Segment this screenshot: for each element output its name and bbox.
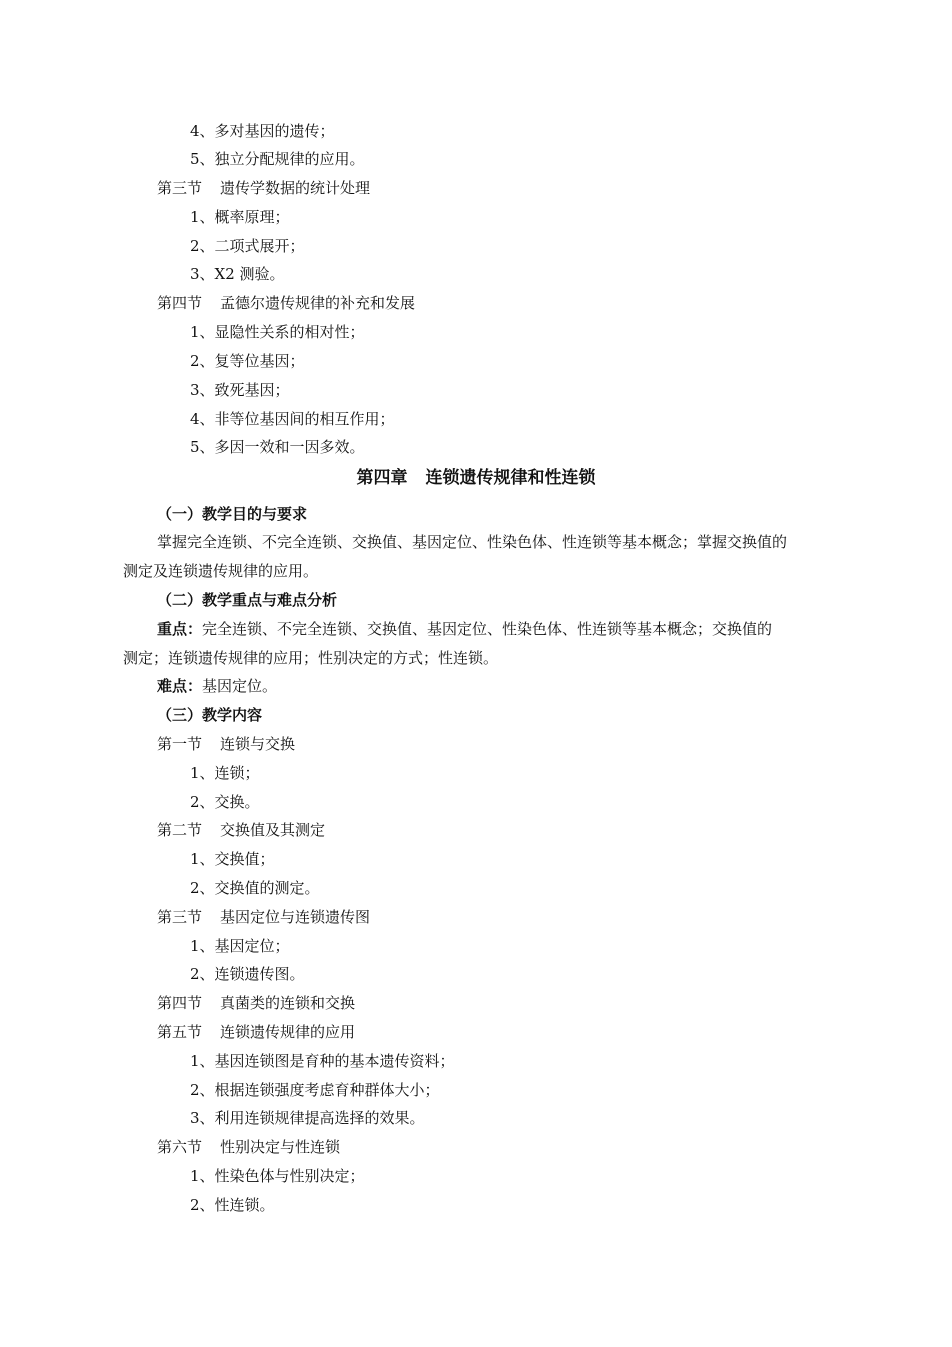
- section-heading: [157, 734, 295, 754]
- list-item: 2、连锁遗传图。: [190, 965, 305, 983]
- subheading-key-points: （二）教学重点与难点分析: [157, 591, 338, 609]
- key-text: 完全连锁、不完全连锁、交换值、基因定位、性染色体、性连锁等基本概念；交换值的: [202, 620, 773, 638]
- section-heading: [157, 993, 355, 1013]
- section-heading: [157, 1022, 355, 1042]
- list-item: 2、复等位基因；: [190, 352, 305, 370]
- section-title: 基因定位与连锁遗传图: [220, 908, 371, 926]
- chapter-title: 连锁遗传规律和性连锁: [425, 468, 596, 488]
- section-number: 第四节: [157, 994, 203, 1012]
- section-heading: [157, 293, 415, 313]
- section-title: 遗传学数据的统计处理: [220, 179, 371, 197]
- section-heading: [157, 178, 370, 198]
- list-item: 1、基因连锁图是育种的基本遗传资料；: [190, 1052, 455, 1070]
- chapter-heading: [0, 467, 952, 489]
- list-item: 1、概率原理；: [190, 208, 290, 226]
- list-item: 1、连锁；: [190, 764, 260, 782]
- section-number: 第三节: [157, 908, 203, 926]
- section-title: 真菌类的连锁和交换: [220, 994, 356, 1012]
- section-title: 交换值及其测定: [220, 821, 326, 839]
- section-number: 第四节: [157, 294, 203, 312]
- paragraph-line: [157, 676, 277, 696]
- section-number: 第五节: [157, 1023, 203, 1041]
- section-number: 第六节: [157, 1138, 203, 1156]
- list-item: 2、二项式展开；: [190, 237, 305, 255]
- key-label: 重点：: [157, 620, 203, 638]
- list-item: 4、非等位基因间的相互作用；: [190, 410, 395, 428]
- list-item: 4、多对基因的遗传；: [190, 122, 335, 140]
- paragraph-line: 掌握完全连锁、不完全连锁、交换值、基因定位、性染色体、性连锁等基本概念；掌握交换值的: [157, 533, 788, 551]
- list-item: 2、交换。: [190, 793, 260, 811]
- list-item: 3、利用连锁规律提高选择的效果。: [190, 1109, 425, 1127]
- paragraph-line: 测定；连锁遗传规律的应用；性别决定的方式；性连锁。: [123, 649, 499, 667]
- section-title: 连锁遗传规律的应用: [220, 1023, 356, 1041]
- paragraph-line: [157, 619, 772, 639]
- list-item: 1、性染色体与性别决定；: [190, 1167, 365, 1185]
- section-title: 孟德尔遗传规律的补充和发展: [220, 294, 416, 312]
- section-heading: [157, 907, 370, 927]
- paragraph-line: 测定及连锁遗传规律的应用。: [123, 562, 319, 580]
- section-heading: [157, 1137, 340, 1157]
- section-number: 第二节: [157, 821, 203, 839]
- list-item: 2、根据连锁强度考虑育种群体大小；: [190, 1081, 440, 1099]
- section-title: 连锁与交换: [220, 735, 296, 753]
- list-item: 3、X2 测验。: [190, 265, 285, 283]
- chapter-number: 第四章: [356, 468, 408, 488]
- section-number: 第一节: [157, 735, 203, 753]
- section-heading: [157, 820, 325, 840]
- section-number: 第三节: [157, 179, 203, 197]
- difficulty-text: 基因定位。: [202, 677, 278, 695]
- list-item: 3、致死基因；: [190, 381, 290, 399]
- list-item: 1、基因定位；: [190, 937, 290, 955]
- list-item: 2、性连锁。: [190, 1196, 275, 1214]
- list-item: 5、独立分配规律的应用。: [190, 150, 365, 168]
- subheading-content: （三）教学内容: [157, 706, 263, 724]
- list-item: 2、交换值的测定。: [190, 879, 320, 897]
- list-item: 1、显隐性关系的相对性；: [190, 323, 365, 341]
- subheading-goals: （一）教学目的与要求: [157, 505, 308, 523]
- list-item: 5、多因一效和一因多效。: [190, 438, 365, 456]
- difficulty-label: 难点：: [157, 677, 203, 695]
- section-title: 性别决定与性连锁: [220, 1138, 341, 1156]
- list-item: 1、交换值；: [190, 850, 275, 868]
